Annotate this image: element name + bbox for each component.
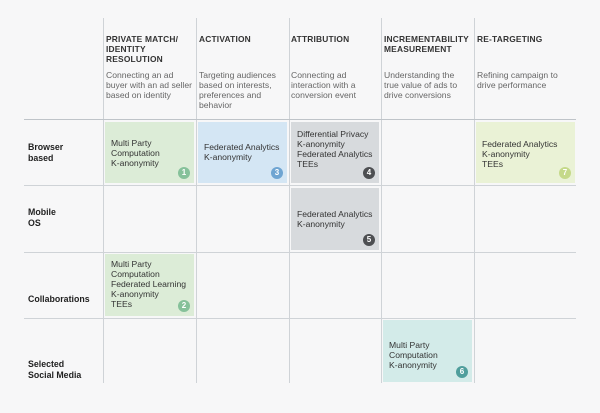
cell-browser-private-match (105, 122, 194, 183)
column-desc-line: true value of ads to (384, 80, 458, 90)
technique-line: Computation (389, 350, 438, 360)
column-title (291, 34, 379, 44)
column-title (106, 34, 194, 64)
technique-line: Multi Party (111, 259, 152, 269)
row-label-line: Selected (28, 359, 65, 369)
technique-line: Federated Analytics (297, 149, 373, 159)
column-desc-line: based on identity (106, 90, 171, 100)
column-desc-line: behavior (199, 100, 232, 110)
column-desc-line: drive performance (477, 80, 547, 90)
number-badge: 3 (271, 167, 283, 179)
column-description (106, 70, 194, 100)
technique-line: K-anonymity (389, 360, 437, 370)
column-desc-line: based on interests, (199, 80, 272, 90)
technique-line: Multi Party (389, 340, 430, 350)
column-header-private-match (106, 34, 194, 100)
column-desc-line: Connecting ad (291, 70, 347, 80)
column-title-line: RE-TARGETING (477, 34, 543, 44)
technique-line: Differential Privacy (297, 129, 369, 139)
column-description (384, 70, 472, 100)
column-desc-line: drive conversions (384, 90, 451, 100)
number-badge: 7 (559, 167, 571, 179)
column-title-line: IDENTITY (106, 44, 146, 54)
grid-line (381, 18, 382, 383)
grid-line (24, 252, 576, 253)
technique-line: K-anonymity (297, 219, 345, 229)
column-description (291, 70, 379, 100)
row-label-line: based (28, 153, 54, 163)
number-badge: 6 (456, 366, 468, 378)
technique-line: Federated Analytics (204, 142, 280, 152)
cell-collaborations-private-match (105, 254, 194, 316)
column-header-incrementability (384, 34, 472, 100)
technique-line: Multi Party (111, 138, 152, 148)
technique-line: TEEs (482, 159, 504, 169)
column-desc-line: conversion event (291, 90, 356, 100)
column-title-line: RESOLUTION (106, 54, 163, 64)
technique-line: K-anonymity (204, 152, 252, 162)
column-title (384, 34, 472, 54)
cell-social-incrementability (383, 320, 472, 382)
column-desc-line: Understanding the (384, 70, 455, 80)
grid-line (24, 318, 576, 319)
cell-browser-retargeting (476, 122, 575, 183)
row-label-line: Browser (28, 142, 64, 152)
technique-line: Federated Analytics (482, 139, 558, 149)
row-label-social-media (28, 359, 81, 381)
number-badge: 1 (178, 167, 190, 179)
column-header-activation (199, 34, 287, 110)
technique-line: Federated Learning (111, 279, 187, 289)
column-header-retargeting (477, 34, 565, 90)
number-badge: 5 (363, 234, 375, 246)
technique-line: TEEs (111, 299, 133, 309)
grid-line (24, 119, 576, 120)
grid-line (289, 18, 290, 383)
technique-line: K-anonymity (297, 139, 345, 149)
cell-mobile-attribution (291, 188, 379, 250)
cell-browser-activation (198, 122, 287, 183)
column-description (199, 70, 287, 110)
column-title-line: INCREMENTABILITY (384, 34, 469, 44)
column-desc-line: preferences and (199, 90, 262, 100)
row-label-mobile (28, 207, 56, 229)
row-label-line: OS (28, 218, 41, 228)
column-desc-line: buyer with an ad seller (106, 80, 192, 90)
number-badge: 4 (363, 167, 375, 179)
technique-line: Federated Analytics (297, 209, 373, 219)
column-title-line: ATTRIBUTION (291, 34, 350, 44)
column-title-line: MEASUREMENT (384, 44, 452, 54)
grid-line (103, 18, 104, 383)
column-desc-line: Targeting audiences (199, 70, 276, 80)
column-title-line: PRIVATE MATCH/ (106, 34, 179, 44)
row-label-line: Collaborations (28, 294, 90, 304)
row-label-collaborations (28, 294, 90, 305)
grid-line (24, 185, 576, 186)
column-title-line: ACTIVATION (199, 34, 251, 44)
column-desc-line: Connecting an ad (106, 70, 174, 80)
column-description (477, 70, 565, 90)
row-label-browser (28, 142, 63, 164)
grid-line (474, 18, 475, 383)
technique-line: TEEs (297, 159, 319, 169)
technique-line: Computation (111, 148, 160, 158)
cell-browser-attribution (291, 122, 379, 183)
technique-line: K-anonymity (482, 149, 530, 159)
row-label-line: Mobile (28, 207, 56, 217)
column-header-attribution (291, 34, 379, 100)
column-desc-line: interaction with a (291, 80, 356, 90)
number-badge: 2 (178, 300, 190, 312)
column-title (477, 34, 565, 44)
column-title (199, 34, 287, 44)
row-label-line: Social Media (28, 370, 82, 380)
technique-line: Computation (111, 269, 160, 279)
column-desc-line: Refining campaign to (477, 70, 558, 80)
technique-line: K-anonymity (111, 289, 159, 299)
technique-line: K-anonymity (111, 158, 159, 168)
grid-line (196, 18, 197, 383)
